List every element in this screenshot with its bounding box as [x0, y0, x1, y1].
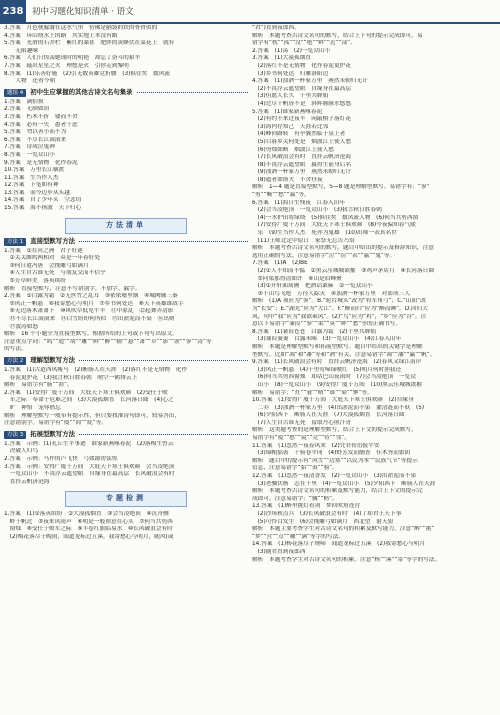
text-line: (4)一水护田将绿绕 (5)俱往矣 数风流人物 (6)何当共剪西窗 [252, 214, 419, 221]
section-tag: 方法 1 [4, 238, 26, 246]
text-line: (6)剪烛如断 烟波江上使人愁 [252, 146, 334, 153]
text-line: 8.答案 (1)蒹葭苍苍 白露为霜 (2)千里共婵娟 [252, 328, 376, 335]
text-line: 解析 本题考查古诗文名句的默写。题目中给出的提示及修辞知识，注意 [252, 245, 434, 252]
text-line: (3)锦帽貂裘 千骑卷平冈 (4)野芳发而幽香 佳木秀而繁阴 [252, 450, 411, 457]
text-line: 1.答案 满招损 [4, 98, 44, 105]
text-line: (9)浊酒一杯家万里 燕然未勒归无计 [252, 169, 352, 176]
section-rule [79, 360, 248, 361]
text-line: 4.答案 环山绕水上的路 其实地上本没有路 [4, 32, 118, 39]
text-line: 5.答案 勿以善小而不为 [4, 129, 67, 136]
text-line: 3.答案 (1)大漠孤烟直 [252, 55, 311, 62]
text-line: 7.答案 敲出星星之火 理想是火 引你走到黎明 [4, 62, 129, 69]
text-line: ③千山鸟飞绝 万径人踪灭 ④浊酒一杯家万里 对影成三人 [252, 290, 411, 297]
text-line: 解析 这类题考查的是理解型默写，结合上下文的提示完成默写。 [252, 427, 417, 434]
text-line: ⑨无边落木萧萧下 ⑩风吹草低见牛羊 ⑪中原乱 ⑫起舞弄清影 [4, 308, 174, 315]
text-line: 6.答案 (1)海日生残夜 江春入旧年 [252, 199, 346, 206]
answer-list [4, 99, 248, 213]
text-line: 解析 (1)A 项应为“蓼”。B.“轮台城头”改为“将军角弓”；C.“山阳”改 [252, 298, 426, 305]
text-line: ⑰波涛如怒 [4, 323, 39, 330]
test-banner: 专题检测 [65, 491, 187, 507]
section-rule [79, 434, 248, 435]
text-line: “剪”“嘶”“愁”“嬴”等。 [252, 192, 310, 199]
text-line: 12.答案 下笔如有神 [4, 182, 59, 189]
text-line: 直挂云帆济沧海 [4, 478, 50, 485]
method-banner: 方法清单 [65, 218, 187, 234]
text-line: 10.答案 (1)安得广厦千万间 大庇天下寒士俱欢颜 (2)自缘身 [252, 397, 414, 404]
text-line: ⑤芳草鲜美 落英缤纷 [4, 278, 66, 285]
text-line: (7)安得广厦千万间 大庇天下寒士俱欢颜 (8)今夜偏知春气暖 [252, 222, 416, 229]
text-line: 山小 (8)一览众山小 (9)安得广厦千万间 (10)黑云压城城欲摧 [252, 381, 422, 388]
text-line: (3)蒹葭萋萋 白露未晞 (3)一览众山小 (4)江春入旧年 [252, 336, 402, 343]
text-line: “君”)直到夜郎西。 [252, 25, 300, 31]
text-line: 4.答案 必有一失 愚者千虑 [4, 121, 78, 128]
text-line: 2.答案 (1)安得广厦千万间 大庇天下寒士俱欢颜 (2)受任于败 [4, 389, 168, 396]
page-number: 238 [0, 0, 26, 22]
text-line: 春泥更护花 (3)我言秋日胜春朝 晴空一鹤排云上 [4, 374, 138, 381]
answer-list [4, 511, 248, 541]
answer-list [252, 397, 496, 564]
text-line: 解析 理解型默写一般带有提示性，但只要找准诗句即可，较易答出， [4, 412, 181, 419]
answer-list [252, 25, 496, 397]
text-line: (3)老骥伏枥 志在千里 (4)一览众山小 (5)夕阳西下 断肠人在天涯 [252, 480, 436, 487]
text-line: 解析 易错字有“肠”“涯”。 [4, 382, 73, 389]
section-tag: 题组 4 [4, 89, 26, 97]
text-line: 解析 本题考查古诗文名句的积累及默写能力，结合上下文的提示完 [252, 488, 423, 495]
text-line: (2)会当凌绝顶 一览众山小 (3)我言秋日胜春朝 [252, 207, 382, 214]
text-line: (8)遮者如斯夫 不舍昼夜 [252, 176, 323, 183]
text-line: (3)①开轩面场圃 把酒话桑麻 ②一览众山小 [252, 283, 373, 290]
text-line: 8.答案 一览众山小 [4, 151, 55, 158]
section-heading [4, 357, 248, 365]
book-title: 初中习题化知识清单 · 语文 [32, 7, 134, 17]
text-line: 风，句中“我”应为“我欲乘风”。(2)“鸟”应为“鸡”，“乡”应为“谷”。注 [252, 313, 427, 320]
text-line: 6.答案 人们只惊羡她现时的明艳 却忘了奋斗的艰辛 [4, 55, 141, 62]
text-line: (3)海内存知己 天涯若比邻 [252, 123, 329, 130]
text-line: 2.答案 (1)荡 (2)一览众山小 [252, 47, 331, 54]
text-line: ⑤风正一帆悬 ⑥我寄愁心与明月 ⑦乡书何处达 ⑧天下英雄谁敌手 [4, 300, 184, 307]
text-line: (2)沙场秋点兵 (3)长风破浪会有时 (4)了却君王天下事 [252, 511, 402, 517]
text-line: 2.答案 ①白露为霜 ②无丝竹之乱耳 ③依依墟里烟 ④城阙辅三秦 [4, 293, 178, 300]
text-line: 2.答案 无制如治 [4, 106, 50, 113]
text-line: 7.答案 诗成泣鬼神 [4, 144, 55, 151]
text-line: ②关关雎鸠两相对 莫是一年春好处 [4, 255, 101, 262]
text-line: 5.答案 光滑的石井栏 紫红的桑葚 肥胖的黄蜂伏在菜花上 就有 [4, 40, 175, 47]
text-line: (4)过尽千帆皆不是 斜晖脉脉水悠悠 [252, 100, 352, 107]
section-title: 直接型默写方法 [30, 236, 75, 245]
text-line: 解析 题目中的提示有“风雪”“边塞”“以民为本”“民族气节”等提示 [252, 457, 418, 464]
text-line: 的写法。 [4, 346, 27, 353]
text-line: 意以下易错字“蒹葭”“蓼”“渠”“莫”“畔”“愁”等的正确书写。 [252, 321, 402, 328]
text-line: (2)梅花落尽于晚雨，闻道龙标过五溪。我寄愁心与明月，随风(或 [4, 534, 174, 541]
text-line: (2)有约不来过夜半 闲敲棋子落灯花 [252, 116, 352, 123]
text-line: 解析 易错字：“灶”“蓑”“晴”“谁”“染”“攀”等。 [252, 389, 373, 396]
text-line: 12.答案 (1)忽然一夜清香发 (2)一览众山小 (3)出淤泥而不染 [252, 473, 417, 480]
text-line: (7)长风破浪会有时 直挂云帆济沧海 [252, 154, 352, 161]
text-line: (5)目暮乡关何处是 烟波江上使人愁 [252, 138, 352, 145]
text-line: 10.答案 万里长江横渡 [4, 167, 65, 174]
text-line: 1.答案 (1)古道西风瘦马 (2)断肠人在天涯 (2)落红不是无情物 化作 [4, 366, 188, 373]
text-line: 解析 本题考查古诗文名句的默写，结合上下句的提示完成即可。易 [252, 32, 423, 39]
text-line: 9.答案 (1)长风破浪会有时 直挂云帆济沧海 (2)春风又绿江南岸 [252, 359, 422, 366]
text-line: 9.答案 是无情物 化作春泥 [4, 159, 78, 166]
text-line: ④人生自古谁无死 与朋友交而不信乎 [4, 270, 106, 277]
right-column [252, 25, 496, 564]
watermark-stamp [428, 691, 494, 711]
text-line: 14.答案 (1)杨花落尽子规啼 闻道龙标过五溪 (2)我寄愁心与明月 [252, 541, 426, 548]
text-line: ③何日遣冯唐 会挽雕弓如满月 [4, 262, 89, 269]
section-tag: 方法 2 [4, 357, 26, 365]
text-line: 3.答案 示例：安得广厦千万间 大庇天下寒士俱欢颜 会当凌绝顶 [4, 463, 175, 470]
text-line: 11.答案 生当作人杰 [4, 174, 59, 181]
section-tag: 方法 3 [4, 431, 26, 439]
text-line: 错字有“枕”“孤”“没”“绝”“畔”“近”“部”。 [252, 40, 356, 47]
text-line: (2)落红不是无情物 化作春泥更护花 [252, 62, 352, 69]
text-line: 决破人归鸟 [4, 448, 39, 455]
text-line: 型默写，比如“凋”和“蕃”等和“酒”有关，注意易错字“凋”“藩”“赢”“帆”。 [252, 351, 436, 358]
text-line: 成即可。注意易错字：“骥”“枥”。 [252, 495, 338, 502]
text-line: 7.答案 (1)A (2)BE [252, 260, 308, 267]
left-column [4, 25, 248, 542]
section-heading [4, 431, 248, 439]
text-line: 13.答案 (1)醉里挑灯看剑 梦回吹角连营 [252, 503, 361, 510]
text-line: (4)峰回路转 有亭翼然临于泉上者 [252, 131, 346, 138]
page-header [0, 0, 500, 24]
text-line: 解析 本题主要考查学生对古诗文名句的积累及默写能力，注意“醉”“挑” [252, 526, 435, 533]
text-line: 解析 本题考查学生对古诗文名句的积累。注意“杨”“溪”“寄”等字的写法。 [252, 556, 441, 563]
answer-list [4, 25, 248, 86]
text-line: 人物 还看今朝 [4, 78, 56, 85]
text-line: 3.答案 朽木不折 镂而不舍 [4, 113, 78, 120]
text-line: 1.答案 (1)①落英缤纷 ②大漠孤烟直 ③会当凌绝顶 ④沉舟侧 [4, 511, 169, 518]
text-line: (3)但愿人长久 千里共婵娟 [252, 93, 329, 100]
text-line: (6)夕阳西下 断肠人在天涯 (7)大漠孤烟直 长河落日圆 [252, 412, 405, 419]
text-line: 选用正确的写法。注意易错字“泣”“渲”“表”“嬴”“鬼”等。 [252, 252, 396, 259]
text-line: 乐 (9)生当作人杰 死亦为鬼雄 (10)出师一表真名世 [252, 230, 397, 237]
text-line: 无限趣味 [4, 47, 39, 54]
text-line: 13.答案 而今迈步从头越 [4, 189, 70, 196]
text-line: 4.答案 (1)浊酒一杯家万里 燕然未勒归无计 [252, 78, 368, 85]
text-line: (3)风正一帆悬 (4)千里莺啼绿映红 (5)明月何时照我还 [252, 366, 402, 373]
text-line: 1.答案 示例：(1)孔丘生平事迹 谁家新燕啄春泥 (2)落梅生曾云 [4, 440, 174, 447]
text-line: 11.答案 (1)忽然一夜春风来 (2)凭君传语报平安 [252, 442, 380, 449]
text-line: 8.答案 (1)乐善好施 (2)引无数英雄竞折腰 (3)俱往矣 数风流 [4, 70, 171, 77]
text-line: (6)何当共剪西窗烛 却话巴山夜雨时 (7)会当凌绝顶 一览众 [252, 374, 416, 381]
text-line: 1.答案 ①在河之洲 君子好逑 [4, 247, 83, 254]
text-line: 5.答案 (1)谁家新燕啄春泥 [252, 108, 323, 115]
text-line: 注意重点字词：“鸠”“遣”“胡”“雕”“鲜”“醉”“辅”“悬”“萧”“草”“影”“淤”“蓼”“涛”等 [4, 338, 212, 345]
section-rule [79, 241, 248, 242]
text-line: 6.答案 不尽长江滚滚来 [4, 136, 67, 143]
text-line: 解析 本题是理解型默写和拓展型默写。题目中给出的关键字是理解 [252, 343, 423, 350]
text-line: 窗烛 ⑧受任于败军之际 ⑨半卷红旗临易水 ⑩长风破浪会有时 [4, 526, 173, 533]
text-line: 15.答案 海不扬波 天下归心 [4, 205, 82, 212]
section-title: 拓展型默写方法 [30, 429, 75, 438]
text-line: (5)可怜白发生 (6)会挽雕弓如满月 西北望 射天狼 [252, 518, 394, 525]
text-line: (11)王师北定中原日 家祭无忘告乃翁 [252, 237, 355, 244]
text-line: (3)乡书何处达 归雁洛阳边 [252, 70, 329, 77]
text-line: 畔千帆过 ⑤夜来风雨声 ⑥明是一般禅意在心头 ⑦何当共剪西 [4, 518, 173, 525]
text-line: 为“长安”；E.“湖光”应为“大江”。F.“醉而归”应为“醉而睡”。D.回归大 [252, 305, 429, 312]
section-rule [137, 92, 249, 93]
text-line: “梦”“营”“点”“雕”“满”等字的写法。 [252, 533, 345, 540]
text-line: 2.答案 示例：马作的卢飞快 弓如霹雳弦惊 [4, 455, 118, 462]
text-line: (2)①人不知而不愠 ②黑云压城城欲摧 ③鸡声茅店月 ④长河落日圆 [252, 268, 435, 274]
text-line: 信息，注意易错字“貂”“裘”“骑”。 [252, 465, 338, 472]
text-line: 一览众山小 不畏浮云遮望眼 自缘身在最高层 长风破浪会有时 [4, 471, 175, 478]
text-line: 解析 1—4 题是直接型默写，5—8 题是理解型默写。易错字有：“蓼” [252, 184, 430, 191]
section-title: 初中生应掌握的其他古诗文名句集录 [30, 87, 133, 96]
text-line: (8)不畏浮云遮望眼 嬴得生前身后名 [252, 161, 352, 168]
text-line: (7)人生自古谁无死 留取丹心照汗青 [252, 419, 352, 426]
answer-list [4, 441, 248, 487]
section-title: 理解型默写方法 [30, 356, 75, 365]
text-line: (3)随君直到夜郎西 [252, 548, 306, 555]
text-line: 旷 神怡 宠辱偕忘 [4, 404, 61, 411]
text-line: 解析 直接型默写，注意不写错别字，不加字、漏字。 [4, 285, 141, 292]
text-line: 14.答案 自了少年头 空悲切 [4, 197, 82, 204]
text-line: 3.答案 月色便朦胧在这水气里 仿佛是脑袋的铁的骨骨似的 [4, 25, 158, 31]
text-line: 解析 16 个小题全为直接型默写，根据所给的上句或下句写出原文。 [4, 331, 178, 338]
text-line: ⑬不尽长江滚滚来 ⑭白雪纷纷何所似 ⑮出淤泥而不染 ⑯出则 [4, 316, 175, 322]
text-line: 军之际 奉命于危难之间 (3)大漠孤烟直 长河落日圆 (4)心之 [4, 397, 174, 404]
text-line: (2)不畏浮云遮望眼 自缘身在最高层 [252, 85, 352, 92]
section-heading [4, 238, 248, 246]
text-line: 二乔 (3)浊酒一杯家万里 (4)出淤泥而不染 濯清涟而不妖 (5) [252, 404, 425, 411]
answer-list [4, 248, 248, 354]
text-line: 注意错别字。易错字有“厦”“间”“庇”等。 [4, 420, 107, 427]
answer-list [4, 367, 248, 428]
text-line: ⑤问渠那得清如许 ⑥山是眉峰聚 [252, 275, 342, 282]
section-heading [4, 89, 248, 97]
text-line: 易错字有“厦”“愁”“镜”“竞”“侍”“邻”。 [252, 435, 350, 442]
